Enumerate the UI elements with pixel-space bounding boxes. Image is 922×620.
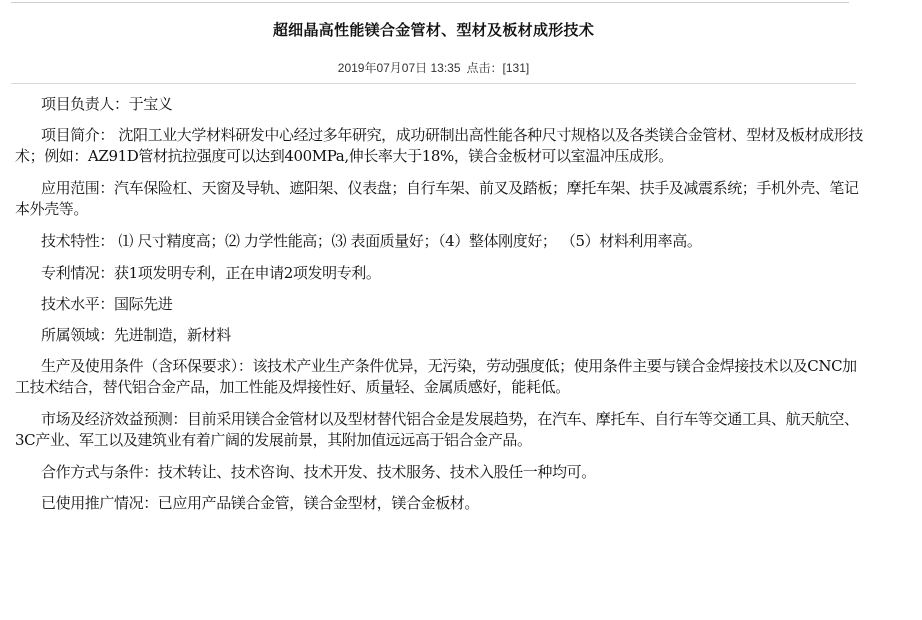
paragraph-tech-level: 技术水平：国际先进	[41, 295, 173, 313]
top-border	[11, 2, 849, 3]
paragraph-market-forecast: 市场及经济效益预测：目前采用镁合金管材以及型材替代铝合金是发展趋势，在汽车、摩托车、自行车等交通工具、航天航空、3C产业、军工以及建筑业有着广阔的发展前景，其附加值远远高于铝合金产品。	[15, 410, 859, 449]
paragraph-production-conditions: 生产及使用条件（含环保要求）：该技术产业生产条件优异，无污染，劳动强度低；使用条件主要与镁合金焊接技术以及CNC加工技术结合，替代铝合金产品，加工性能及焊接性好、质量轻、金属质感好，能耗低。	[15, 357, 857, 396]
paragraph-tech-features: 技术特性： ⑴ 尺寸精度高；⑵ 力学性能高；⑶ 表面质量好；（4）整体刚度好； （5）材料利用率高。	[41, 232, 702, 250]
title-divider	[11, 83, 856, 84]
publish-datetime: 2019年07月07日 13:35	[337, 61, 461, 75]
paragraph-patents: 专利情况：获1项发明专利，正在申请2项发明专利。	[41, 264, 381, 282]
article-title: 超细晶高性能镁合金管材、型材及板材成形技术	[272, 21, 595, 39]
paragraph-application-scope: 应用范围：汽车保险杠、天窗及导轨、遮阳架、仪表盘；自行车架、前叉及踏板；摩托车架、扶手及减震系统；手机外壳、笔记本外壳等。	[15, 179, 859, 218]
paragraph-project-lead: 项目负责人：于宝义	[41, 95, 173, 113]
article-meta	[11, 59, 856, 76]
click-count: 点击：[131]	[466, 61, 530, 75]
paragraph-deployment: 已使用推广情况：已应用产品镁合金管，镁合金型材，镁合金板材。	[41, 494, 480, 512]
paragraph-cooperation: 合作方式与条件：技术转让、技术咨询、技术开发、技术服务、技术入股任一种均可。	[41, 463, 596, 481]
article-body	[15, 94, 865, 524]
paragraph-project-summary: 项目简介： 沈阳工业大学材料研发中心经过多年研究，成功研制出高性能各种尺寸规格以及各类镁合金管材、型材及板材成形技术；例如：AZ91D管材抗拉强度可以达到400MPa,伸长率大于18%，镁合金板材可以室温冲压成形。	[15, 126, 863, 165]
paragraph-field: 所属领域：先进制造，新材料	[41, 326, 231, 344]
